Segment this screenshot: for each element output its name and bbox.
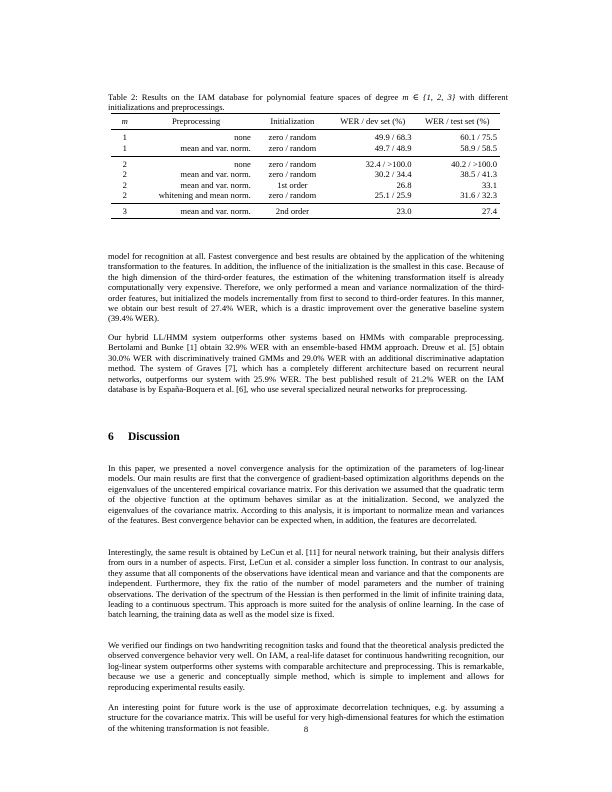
cell-wer-dev: 23.0 bbox=[396, 205, 412, 216]
page-number: 8 bbox=[303, 724, 309, 734]
header-wer-test: WER / test set (%) bbox=[425, 116, 490, 126]
cell-wer-test: 58.9 / 58.5 bbox=[460, 143, 497, 153]
cell-m: 2 bbox=[122, 179, 127, 190]
cell-initialization: 2nd order bbox=[275, 205, 309, 216]
cell-wer-test: 40.2 / >100.0 bbox=[451, 158, 497, 169]
header-initialization: Initialization bbox=[270, 116, 315, 126]
table-row bbox=[111, 190, 500, 203]
table-row bbox=[111, 156, 500, 169]
caption-text: Table 2: Results on the IAM database for polynomial feature spaces of degree bbox=[108, 92, 403, 102]
cell-preprocessing: none bbox=[234, 131, 251, 142]
table-group bbox=[111, 203, 500, 219]
cell-preprocessing: none bbox=[234, 158, 251, 169]
paragraph-future-work: An interesting point for future work is the use of approximate decorrelation techniques, e.g. by assuming a structure for the covariance matrix. This will be useful for very high-dimensional features for which the estimation of the whitening transformation is not feasible. bbox=[108, 702, 504, 733]
cell-m: 1 bbox=[122, 131, 127, 142]
header-m: m bbox=[121, 116, 128, 126]
table-row bbox=[111, 169, 500, 180]
cell-wer-test: 31.6 / 32.3 bbox=[460, 190, 497, 200]
table-group bbox=[111, 129, 500, 156]
table-row bbox=[111, 129, 500, 142]
paragraph-comparison: Our hybrid LL/HMM system outperforms other systems based on HMMs with comparable preprocessing. Bertolami and Bunke [1] obtain 32.9% WER with an ensemble-based HMM approach. Dreuw et al. [5] obtain 30.0% WER with discriminatively trained GMMs and 29.0% WER with an additional discriminative adaptation method. The system of Graves [7], which has a completely different architecture based on recurrent neural networks, outperforms our system with 25.9% WER. The best published result of 21.2% WER on the IAM database is by España-Boquera et al. [6], who use several specialized neural networks for preprocessing. bbox=[108, 332, 504, 395]
cell-m: 2 bbox=[122, 158, 127, 169]
results-table bbox=[111, 113, 500, 219]
cell-wer-dev: 49.9 / 68.3 bbox=[374, 131, 412, 142]
cell-preprocessing: mean and var. norm. bbox=[180, 169, 251, 179]
section-number: 6 bbox=[108, 431, 114, 443]
cell-wer-test: 38.5 / 41.3 bbox=[460, 169, 497, 179]
header-preprocessing: Preprocessing bbox=[172, 116, 221, 126]
table-row bbox=[111, 203, 500, 219]
cell-wer-dev: 25.1 / 25.9 bbox=[374, 190, 412, 200]
cell-wer-dev: 30.2 / 34.4 bbox=[374, 169, 412, 179]
caption-text-end: with different initializations and preprocessings. bbox=[108, 92, 508, 112]
cell-initialization: zero / random bbox=[268, 190, 317, 200]
caption-math: m ∈ {1, 2, 3} bbox=[402, 92, 456, 102]
paragraph-verification: We verified our findings on two handwriting recognition tasks and found that the theoretical analysis predicted the observed convergence behavior very well. On IAM, a real-life dataset for continuous handwriting recognition, our log-linear system outperforms other systems with comparable architecture and preprocessing. This is remarkable, because we use a generic and conceptually simple method, which is simple to implement and allows for reproducing experimental results easily. bbox=[108, 640, 504, 692]
paragraph-summary: In this paper, we presented a novel convergence analysis for the optimization of the parameters of log-linear models. Our main results are first that the convergence of gradient-based optimization algorithms depends on the eigenvalues of the uncentered empirical covariance matrix. For this derivation we assumed that the quadratic term of the objective function at the optimum behaves similar as at the initialization. Second, we analyzed the eigenvalues of the covariance matrix. According to this analysis, it is important to normalize mean and variances of the features. Best convergence behavior can be expected when, in addition, the features are decorrelated. bbox=[108, 463, 504, 526]
cell-preprocessing: mean and var. norm. bbox=[180, 205, 251, 216]
section-title: Discussion bbox=[128, 431, 180, 443]
table-row bbox=[111, 180, 500, 191]
cell-m: 2 bbox=[122, 169, 127, 179]
cell-initialization: zero / random bbox=[268, 131, 317, 142]
cell-wer-test: 60.1 / 75.5 bbox=[460, 131, 497, 142]
table-group bbox=[111, 156, 500, 203]
table-row bbox=[111, 142, 500, 156]
table-caption bbox=[108, 92, 508, 112]
section-heading bbox=[108, 431, 180, 443]
header-wer-dev: WER / dev set (%) bbox=[340, 116, 406, 126]
cell-wer-test: 27.4 bbox=[481, 205, 497, 216]
cell-initialization: zero / random bbox=[268, 169, 317, 179]
cell-preprocessing: mean and var. norm. bbox=[180, 179, 251, 190]
cell-wer-test: 33.1 bbox=[481, 179, 497, 190]
cell-m: 3 bbox=[122, 205, 127, 216]
paragraph-results: model for recognition at all. Fastest convergence and best results are obtained by the application of the whitening transformation to the features. In addition, the influence of the initialization is the smallest in this case. Because of the high dimension of the third-order features, the estimation of the whitening transformation itself is already computationally very expensive. Therefore, we only performed a mean and variance normalization of the third-order features, but initialized the models incrementally from first to second to third-order features. In this manner, we obtain our best result of 27.4% WER, which is a drastic improvement over the generative baseline system (39.4% WER). bbox=[108, 251, 504, 324]
cell-initialization: zero / random bbox=[268, 158, 317, 169]
cell-preprocessing: mean and var. norm. bbox=[180, 143, 251, 153]
cell-initialization: 1st order bbox=[277, 179, 308, 190]
cell-wer-dev: 49.7 / 48.9 bbox=[374, 143, 412, 153]
cell-wer-dev: 32.4 / >100.0 bbox=[365, 158, 412, 169]
cell-initialization: zero / random bbox=[268, 143, 317, 153]
paragraph-related-work: Interestingly, the same result is obtained by LeCun et al. [11] for neural network training, but their analysis differs from ours in a number of aspects. First, LeCun et al. consider a simpler loss function. In contrast to our analysis, they assume that all components of the observations have identical mean and variance and that the components are independent. Furthermore, they fix the ratio of the number of model parameters and the number of training observations. The derivation of the spectrum of the Hessian is then performed in the limit of infinite training data, leading to a continuous spectrum. This approach is more suited for the analysis of online learning. In the case of batch learning, the training data as well as the model size is fixed. bbox=[108, 547, 504, 620]
cell-wer-dev: 26.8 bbox=[396, 179, 412, 190]
table-header-row bbox=[111, 114, 500, 130]
cell-preprocessing: whitening and mean norm. bbox=[158, 190, 251, 200]
cell-m: 2 bbox=[122, 190, 127, 200]
cell-m: 1 bbox=[122, 143, 127, 153]
